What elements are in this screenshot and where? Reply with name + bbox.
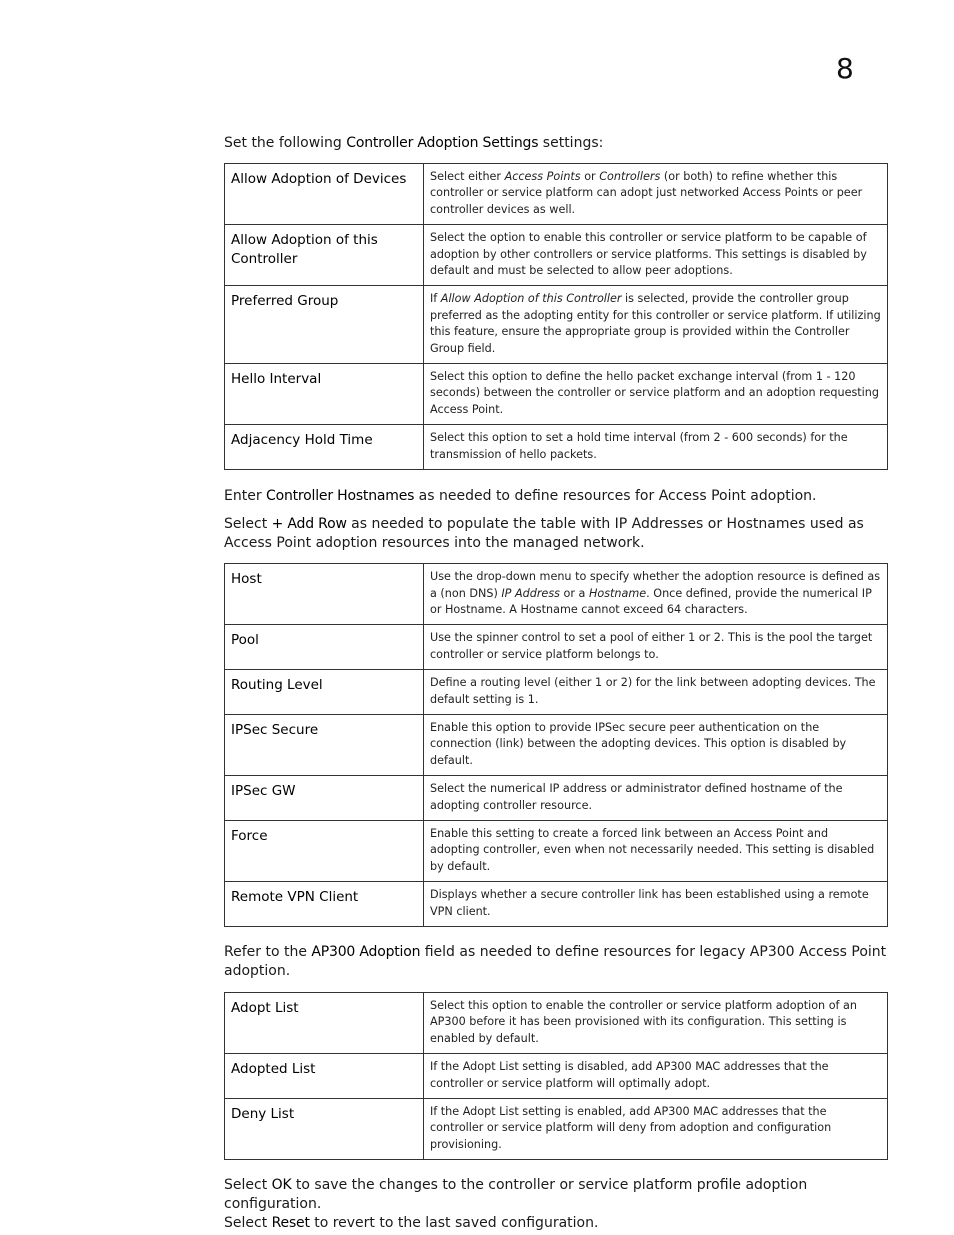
setting-name: Adopted List [225, 1054, 424, 1099]
setting-description [424, 425, 888, 470]
intro-controller-hostnames [224, 487, 888, 506]
description-text: Use the drop-down menu to specify whether the adoption resource is defined as a (non DNS) [430, 570, 881, 600]
setting-name: Deny List [225, 1099, 424, 1160]
table-row [225, 670, 888, 715]
intro-controller-adoption-settings [224, 134, 888, 153]
outro-instructions [224, 1176, 888, 1233]
intro-emphasis: Controller Hostnames [266, 488, 415, 505]
intro-text: field as needed to define resources for legacy AP300 Access Point adoption. [224, 944, 887, 979]
table-row [225, 425, 888, 470]
description-text: Select this option to define the hello packet exchange interval (from 1 - 120 seconds) between the controller or service platform and an adoption requesting Access Point. [430, 370, 879, 416]
setting-description [424, 820, 888, 881]
setting-name: Allow Adoption of this Controller [225, 225, 424, 286]
setting-name: Pool [225, 625, 424, 670]
outro-text: Select [224, 1177, 272, 1194]
ok-emphasis: OK [271, 1177, 292, 1194]
outro-text: Select [224, 1215, 272, 1232]
intro-text: Set the following [224, 135, 347, 151]
setting-name: Routing Level [225, 670, 424, 715]
table-row [225, 993, 888, 1054]
setting-description [424, 670, 888, 715]
description-text: Enable this option to provide IPSec secure peer authentication on the connection (link) between the adopting devices. This option is disabled by default. [430, 720, 847, 767]
description-text: Select the option to enable this controller or service platform to be capable of adoption by other controllers or service platforms. This settings is disabled by default and must be selected to allow peer adoptions. [430, 231, 867, 278]
description-text: or a [559, 586, 589, 600]
intro-emphasis: + Add Row [271, 516, 347, 533]
table-row [225, 225, 888, 286]
setting-name: IPSec GW [225, 776, 424, 821]
description-text: If [430, 292, 441, 306]
page-content [224, 134, 888, 1233]
setting-description [424, 564, 888, 625]
table-row [225, 1099, 888, 1160]
intro-emphasis: Controller Adoption Settings [346, 135, 539, 151]
description-emphasis: Hostname [588, 586, 647, 600]
table-row [225, 820, 888, 881]
intro-text: Refer to the [224, 944, 312, 960]
description-text: or [580, 170, 600, 183]
intro-emphasis: AP300 Adoption [311, 944, 421, 960]
setting-name: Adjacency Hold Time [225, 425, 424, 470]
setting-description [424, 1099, 888, 1160]
intro-text: settings: [538, 135, 604, 151]
outro-text: to revert to the last saved configuration. [309, 1215, 599, 1232]
description-emphasis: Access Points [504, 170, 581, 183]
description-text: Use the spinner control to set a pool of either 1 or 2. This is the pool the target controller or service platform belongs to. [430, 631, 873, 661]
table-row [225, 564, 888, 625]
setting-name: Host [225, 564, 424, 625]
setting-name: IPSec Secure [225, 714, 424, 775]
description-emphasis: Controllers [599, 170, 661, 183]
intro-text: as needed to populate the table with IP Addresses or Hostnames used as Access Point adoption resources into the managed network. [224, 516, 864, 552]
description-text: Displays whether a secure controller link has been established using a remote VPN client. [430, 888, 869, 918]
setting-description [424, 776, 888, 821]
chapter-number: 8 [836, 52, 854, 85]
description-text: If the Adopt List setting is disabled, add AP300 MAC addresses that the controller or service platform will optimally adopt. [430, 1060, 829, 1090]
table-row [225, 625, 888, 670]
controller-adoption-settings-table [224, 163, 888, 470]
intro-text: Enter [224, 488, 267, 505]
description-text: Select either [430, 170, 505, 183]
description-text: . Once defined, provide the numerical IP or Hostname. A Hostname cannot exceed 64 characters. [430, 586, 872, 616]
setting-name: Remote VPN Client [225, 882, 424, 927]
setting-description [424, 1054, 888, 1099]
description-text: Select the numerical IP address or administrator defined hostname of the adopting controller resource. [430, 782, 843, 812]
setting-description [424, 625, 888, 670]
setting-description [424, 164, 888, 225]
description-emphasis: Allow Adoption of this Controller [440, 292, 622, 306]
setting-name: Preferred Group [225, 286, 424, 364]
setting-description [424, 882, 888, 927]
table-row [225, 286, 888, 364]
intro-text: as needed to define resources for Access Point adoption. [414, 488, 817, 505]
setting-description [424, 714, 888, 775]
description-text: is selected, provide the controller group preferred as the adopting entity for this controller or service platform. If utilizing this feature, ensure the appropriate group is provided within the Controller Group field. [430, 292, 881, 355]
description-text: Select this option to set a hold time interval (from 2 - 600 seconds) for the transmission of hello packets. [430, 431, 848, 461]
description-text: Select this option to enable the controller or service platform adoption of an AP300 before it has been provisioned with its configuration. This setting is enabled by default. [430, 999, 857, 1045]
intro-text: Select [224, 516, 272, 533]
setting-description [424, 993, 888, 1054]
setting-name: Allow Adoption of Devices [225, 164, 424, 225]
setting-description [424, 286, 888, 364]
intro-add-row [224, 515, 888, 553]
description-text: If the Adopt List setting is enabled, add AP300 MAC addresses that the controller or service platform will deny from adoption and configuration provisioning. [430, 1105, 832, 1151]
setting-name: Adopt List [225, 993, 424, 1054]
setting-description [424, 364, 888, 425]
description-text: (or both) to refine whether this controller or service platform can adopt just networked Access Points or peer controller devices as well. [430, 170, 863, 216]
ap300-adoption-table [224, 992, 888, 1160]
reset-emphasis: Reset [271, 1215, 310, 1232]
intro-ap300-adoption [224, 943, 888, 981]
table-row [225, 164, 888, 225]
table-row [225, 1054, 888, 1099]
table-row [225, 364, 888, 425]
table-row [225, 882, 888, 927]
description-text: Enable this setting to create a forced link between an Access Point and adopting controller, even when not necessarily needed. This setting is disabled by default. [430, 826, 875, 873]
setting-name: Hello Interval [225, 364, 424, 425]
description-emphasis: IP Address [501, 586, 560, 600]
table-row [225, 776, 888, 821]
setting-description [424, 225, 888, 286]
controller-hostnames-table [224, 563, 888, 927]
table-row [225, 714, 888, 775]
outro-text: to save the changes to the controller or service platform profile adoption configuration. [224, 1177, 808, 1213]
description-text: Define a routing level (either 1 or 2) for the link between adopting devices. The default setting is 1. [430, 676, 876, 706]
setting-name: Force [225, 820, 424, 881]
